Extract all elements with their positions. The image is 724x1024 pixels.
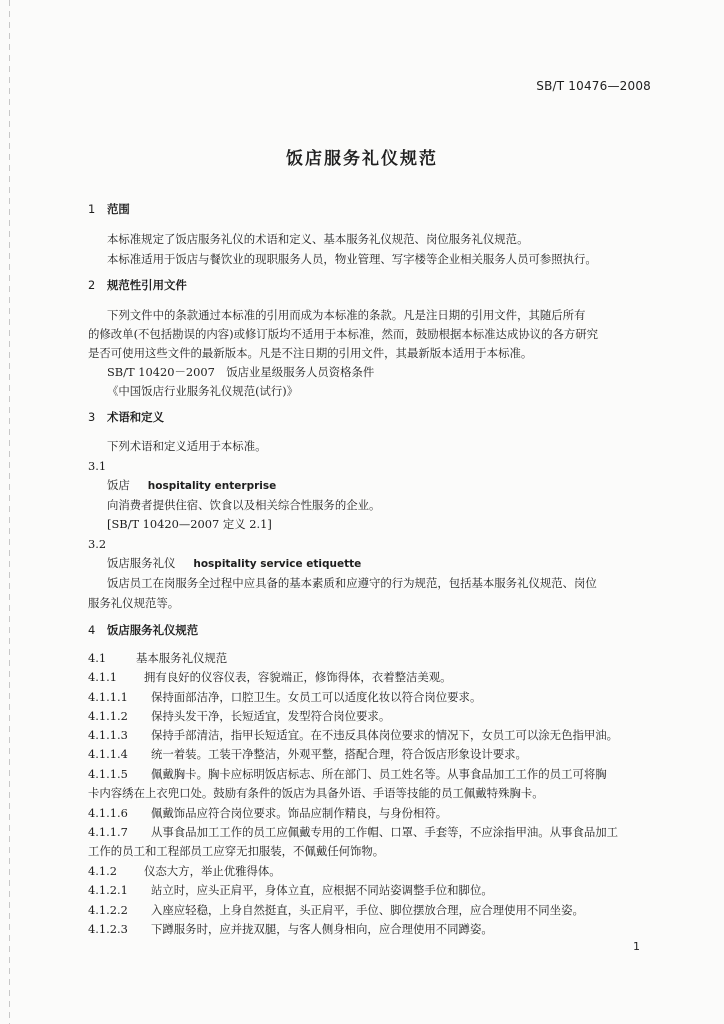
section-4-heading: 4 饭店服务礼仪规范 (88, 623, 199, 637)
clause-4-1-1-1: 4.1.1.1 保持面部洁净，口腔卫生。女员工可以适度化妆以符合岗位要求。 (88, 690, 482, 704)
term-1-definition: 向消费者提供住宿、饮食以及相关综合性服务的企业。 (107, 498, 381, 512)
page-number: 1 (633, 940, 640, 953)
clause-4-1-1-3: 4.1.1.3 保持手部清洁，指甲长短适宜。在不违反具体岗位要求的情况下，女员工可以涂无色指甲油。 (88, 728, 619, 742)
clause-4-1-1: 4.1.1 拥有良好的仪容仪表，容貌端正，修饰得体，衣着整洁美观。 (88, 670, 452, 684)
clause-4-1-2: 4.1.2 仪态大方，举止优雅得体。 (88, 864, 281, 878)
term-1-source: [SB/T 10420—2007 定义 2.1] (107, 517, 272, 531)
section-2-para-line-3: 是否可使用这些文件的最新版本。凡是不注日期的引用文件，其最新版本适用于本标准。 (88, 346, 533, 360)
reference-2: 《中国饭店行业服务礼仪规范(试行)》 (107, 384, 299, 398)
section-2-para-line-1: 下列文件中的条款通过本标准的引用而成为本标准的条款。凡是注日期的引用文件，其随后所有 (107, 308, 586, 322)
document-title: 饭店服务礼仪规范 (286, 149, 438, 169)
clause-4-1-2-2: 4.1.2.2 入座应轻稳，上身自然挺直，头正肩平，手位、脚位摆放合理，应合理使用不同坐姿。 (88, 903, 584, 917)
section-2-para-line-2: 的修改单(不包括勘误的内容)或修订版均不适用于本标准，然而，鼓励根据本标准达成协议的各方研究 (88, 327, 599, 341)
section-1-para-1: 本标准规定了饭店服务礼仪的术语和定义、基本服务礼仪规范、岗位服务礼仪规范。 (107, 232, 529, 246)
clause-4-1-1-4: 4.1.1.4 统一着装。工装干净整洁，外观平整，搭配合理，符合饭店形象设计要求。 (88, 747, 527, 761)
clause-4-1-1-7-cont: 工作的员工和工程部员工应穿无扣服装，不佩戴任何饰物。 (88, 844, 385, 858)
term-2-name: 饭店服务礼仪 hospitality service etiquette (107, 556, 362, 570)
section-1-heading: 1 范围 (88, 202, 130, 216)
clause-4-1-1-6: 4.1.1.6 佩戴饰品应符合岗位要求。饰品应制作精良，与身份相符。 (88, 806, 448, 820)
term-1-number: 3.1 (88, 459, 107, 473)
clause-4-1-2-3: 4.1.2.3 下蹲服务时，应并拢双腿，与客人侧身相向，应合理使用不同蹲姿。 (88, 922, 493, 936)
clause-4-1-2-1: 4.1.2.1 站立时，应头正肩平，身体立直，应根据不同站姿调整手位和脚位。 (88, 883, 493, 897)
reference-1: SB/T 10420－2007 饭店业星级服务人员资格条件 (107, 365, 375, 379)
term-2-number: 3.2 (88, 537, 107, 551)
term-1-name: 饭店 hospitality enterprise (107, 478, 277, 492)
clause-4-1-1-5-cont: 卡内容绣在上衣兜口处。鼓励有条件的饭店为具备外语、手语等技能的员工佩戴特殊胸卡。 (88, 786, 544, 800)
section-3-intro: 下列术语和定义适用于本标准。 (107, 439, 267, 453)
term-2-definition-line-1: 饭店员工在岗服务全过程中应具备的基本素质和应遵守的行为规范，包括基本服务礼仪规范、岗位 (107, 576, 597, 590)
section-3-heading: 3 术语和定义 (88, 410, 164, 424)
clause-4-1: 4.1 基本服务礼仪规范 (88, 651, 228, 665)
section-1-para-2: 本标准适用于饭店与餐饮业的现职服务人员，物业管理、写字楼等企业相关服务人员可参照执行。 (107, 252, 597, 266)
clause-4-1-1-7: 4.1.1.7 从事食品加工工作的员工应佩戴专用的工作帽、口罩、手套等，不应涂指甲油。从事食品加工 (88, 825, 619, 839)
clause-4-1-1-2: 4.1.1.2 保持头发干净，长短适宜，发型符合岗位要求。 (88, 709, 391, 723)
term-2-definition-line-2: 服务礼仪规范等。 (88, 596, 180, 610)
clause-4-1-1-5: 4.1.1.5 佩戴胸卡。胸卡应标明饭店标志、所在部门、员工姓名等。从事食品加工工作的员工可将胸 (88, 767, 607, 781)
standard-code: SB/T 10476—2008 (536, 79, 651, 93)
section-2-heading: 2 规范性引用文件 (88, 278, 187, 292)
